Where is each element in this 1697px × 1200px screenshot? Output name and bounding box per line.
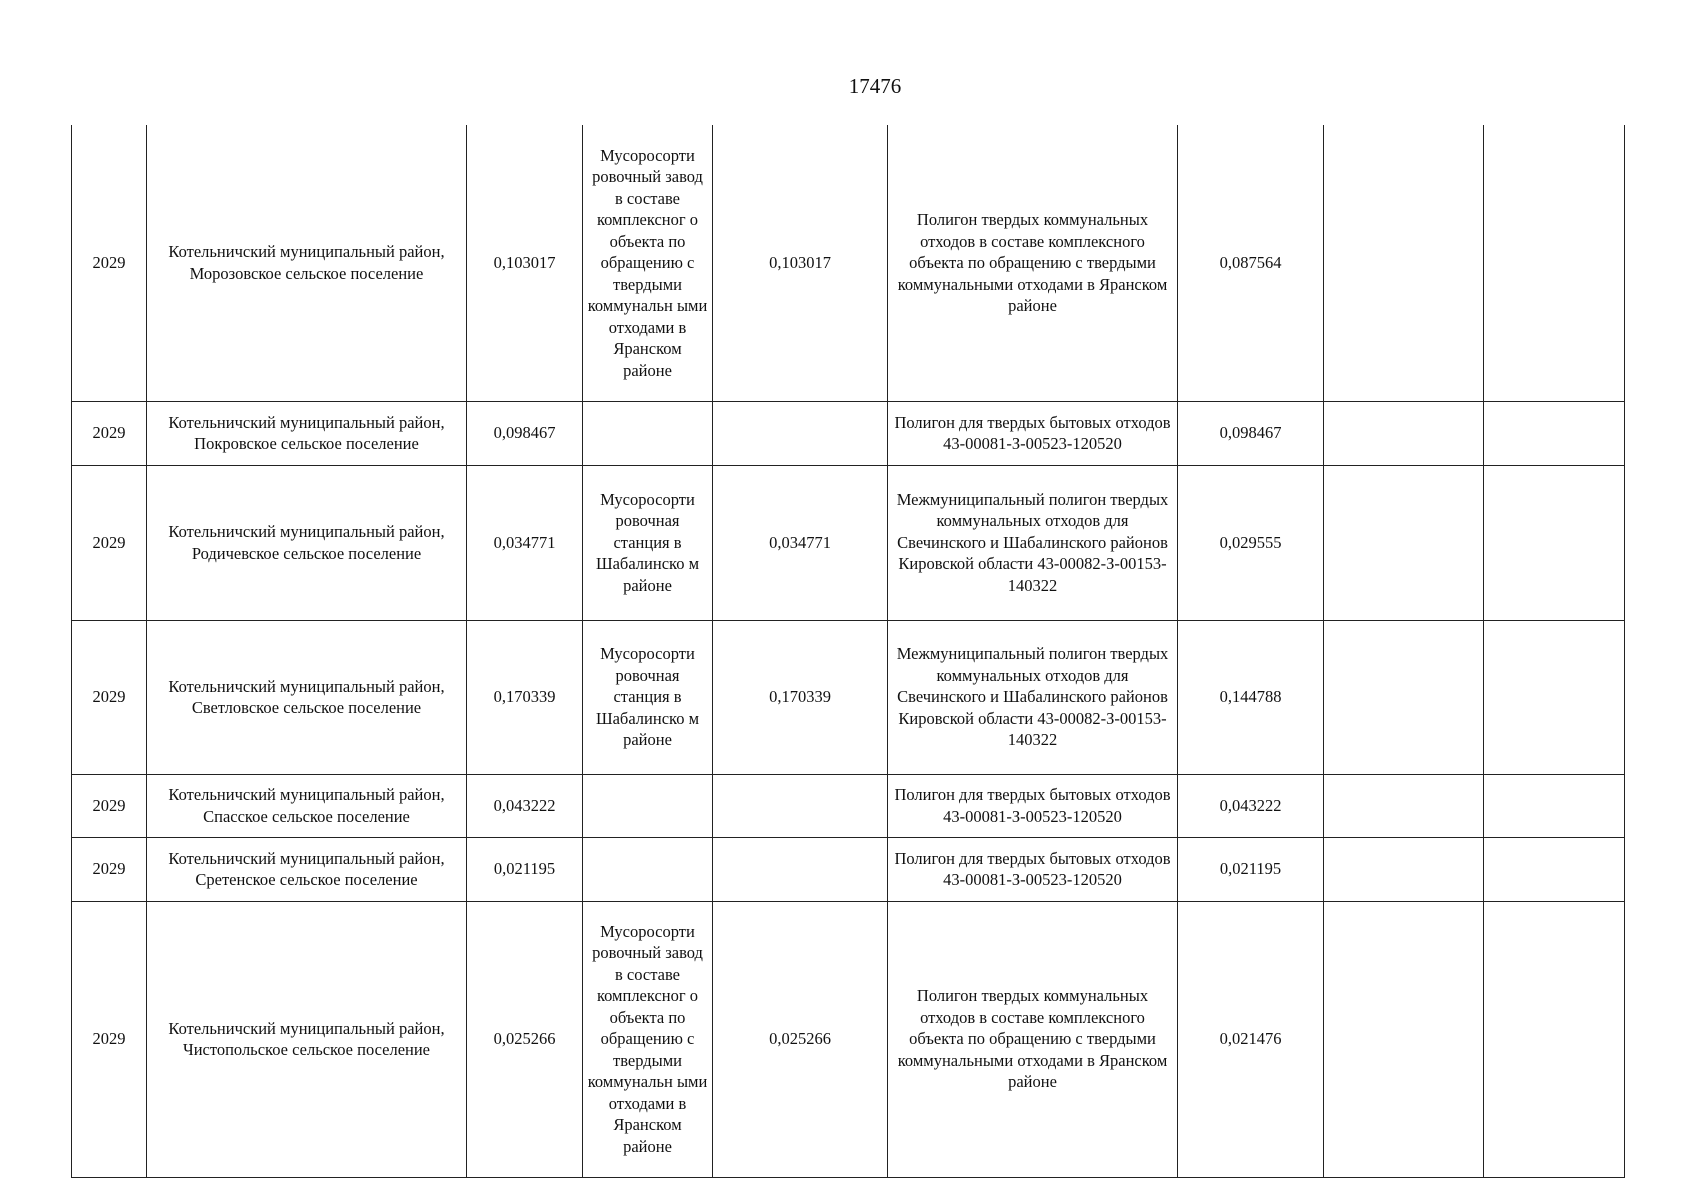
facility-1-cell: Мусоросорти ровочная станция в Шабалинско м районе — [583, 465, 713, 620]
volume-2-cell — [713, 401, 888, 465]
extra-2-cell — [1484, 401, 1625, 465]
volume-3-cell: 0,144788 — [1178, 620, 1324, 774]
extra-1-cell — [1324, 620, 1484, 774]
table-row — [72, 901, 1625, 1177]
volume-2-cell: 0,103017 — [713, 125, 888, 401]
year-cell: 2029 — [72, 401, 147, 465]
volume-1-cell: 0,034771 — [467, 465, 583, 620]
table-row — [72, 837, 1625, 901]
extra-1-cell — [1324, 465, 1484, 620]
extra-1-cell — [1324, 401, 1484, 465]
volume-3-cell: 0,087564 — [1178, 125, 1324, 401]
facility-2-cell: Полигон твердых коммунальных отходов в составе комплексного объекта по обращению с твердыми коммунальными отходами в Яранском районе — [888, 125, 1178, 401]
volume-2-cell — [713, 774, 888, 837]
table-row — [72, 465, 1625, 620]
municipality-cell: Котельничский муниципальный район, Спасское сельское поселение — [147, 774, 467, 837]
facility-1-cell — [583, 774, 713, 837]
municipality-cell: Котельничский муниципальный район, Сретенское сельское поселение — [147, 837, 467, 901]
facility-1-cell — [583, 401, 713, 465]
volume-3-cell: 0,029555 — [1178, 465, 1324, 620]
volume-1-cell: 0,098467 — [467, 401, 583, 465]
facility-1-cell: Мусоросорти ровочная станция в Шабалинско м районе — [583, 620, 713, 774]
extra-2-cell — [1484, 125, 1625, 401]
year-cell: 2029 — [72, 620, 147, 774]
volume-1-cell: 0,025266 — [467, 901, 583, 1177]
volume-1-cell: 0,043222 — [467, 774, 583, 837]
municipality-cell: Котельничский муниципальный район, Светловское сельское поселение — [147, 620, 467, 774]
volume-1-cell: 0,170339 — [467, 620, 583, 774]
extra-1-cell — [1324, 901, 1484, 1177]
year-cell: 2029 — [72, 901, 147, 1177]
year-cell: 2029 — [72, 465, 147, 620]
volume-2-cell: 0,034771 — [713, 465, 888, 620]
facility-2-cell: Полигон для твердых бытовых отходов 43-00081-З-00523-120520 — [888, 837, 1178, 901]
extra-2-cell — [1484, 837, 1625, 901]
facility-1-cell: Мусоросорти ровочный завод в составе комплексног о объекта по обращению с твердыми коммунальн ыми отходами в Яранском районе — [583, 125, 713, 401]
volume-3-cell: 0,021476 — [1178, 901, 1324, 1177]
year-cell: 2029 — [72, 774, 147, 837]
municipality-cell: Котельничский муниципальный район, Чистопольское сельское поселение — [147, 901, 467, 1177]
table-row — [72, 774, 1625, 837]
facility-1-cell — [583, 837, 713, 901]
table-row — [72, 401, 1625, 465]
data-table — [71, 125, 1625, 1178]
table-row — [72, 125, 1625, 401]
facility-2-cell: Полигон твердых коммунальных отходов в составе комплексного объекта по обращению с твердыми коммунальными отходами в Яранском районе — [888, 901, 1178, 1177]
volume-1-cell: 0,103017 — [467, 125, 583, 401]
page-number: 17476 — [848, 74, 902, 98]
municipality-cell: Котельничский муниципальный район, Покровское сельское поселение — [147, 401, 467, 465]
facility-1-cell: Мусоросорти ровочный завод в составе комплексног о объекта по обращению с твердыми коммунальн ыми отходами в Яранском районе — [583, 901, 713, 1177]
table-row — [72, 620, 1625, 774]
facility-2-cell: Полигон для твердых бытовых отходов 43-00081-З-00523-120520 — [888, 401, 1178, 465]
year-cell: 2029 — [72, 125, 147, 401]
extra-2-cell — [1484, 774, 1625, 837]
extra-2-cell — [1484, 620, 1625, 774]
facility-2-cell: Межмуниципальный полигон твердых коммунальных отходов для Свечинского и Шабалинского районов Кировской области 43-00082-З-00153-140322 — [888, 465, 1178, 620]
volume-3-cell: 0,043222 — [1178, 774, 1324, 837]
volume-2-cell: 0,025266 — [713, 901, 888, 1177]
volume-2-cell — [713, 837, 888, 901]
volume-1-cell: 0,021195 — [467, 837, 583, 901]
year-cell: 2029 — [72, 837, 147, 901]
extra-1-cell — [1324, 774, 1484, 837]
extra-1-cell — [1324, 837, 1484, 901]
extra-2-cell — [1484, 901, 1625, 1177]
volume-2-cell: 0,170339 — [713, 620, 888, 774]
municipality-cell: Котельничский муниципальный район, Родичевское сельское поселение — [147, 465, 467, 620]
extra-1-cell — [1324, 125, 1484, 401]
volume-3-cell: 0,098467 — [1178, 401, 1324, 465]
facility-2-cell: Полигон для твердых бытовых отходов 43-00081-З-00523-120520 — [888, 774, 1178, 837]
extra-2-cell — [1484, 465, 1625, 620]
facility-2-cell: Межмуниципальный полигон твердых коммунальных отходов для Свечинского и Шабалинского районов Кировской области 43-00082-З-00153-140322 — [888, 620, 1178, 774]
municipality-cell: Котельничский муниципальный район, Морозовское сельское поселение — [147, 125, 467, 401]
volume-3-cell: 0,021195 — [1178, 837, 1324, 901]
